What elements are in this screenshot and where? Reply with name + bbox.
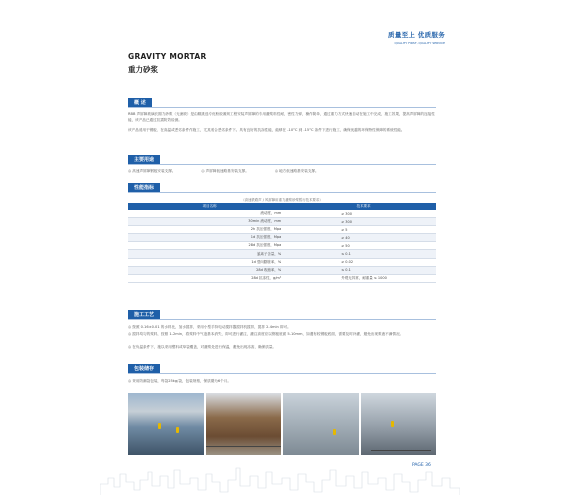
spec-value: ≥ 300 (291, 210, 436, 218)
section-construction-header (128, 310, 436, 320)
spec-name: 氯离子含量，% (128, 250, 291, 258)
table-header-row (128, 203, 436, 210)
section-uses-header (128, 155, 436, 165)
spec-value: 外观无异常，耐重量 ≤ 1000 (291, 274, 436, 282)
spec-name: 28d 抗压强度，Mpa (128, 242, 291, 250)
use-item: ◎ 声屏障低速路基安装支撑。 (201, 169, 249, 173)
rail-line (206, 446, 282, 447)
spec-name: 流动度，mm (128, 210, 291, 218)
spec-name: 1d 抗压强度，Mpa (128, 234, 291, 242)
table-row (128, 274, 436, 282)
table-row (128, 258, 436, 266)
construction-photo (361, 393, 437, 455)
spec-value: ≥ 300 (291, 218, 436, 226)
spec-value: ≥ 0.02 (291, 258, 436, 266)
construction-step: ◎ 搅拌均匀的浆料，按照 1-2min，将浆料中气泡基本消失，即可进行灌注，灌注高度应以钢板底面 5-10mm，如遇有较钢板底面，需要及时补灌，避免出现浆液不满情况。 (128, 332, 404, 336)
spec-table-caption: 《高速铁路声 / 风屏障用重力灌浆砂浆暂行技术要求》 (241, 198, 323, 202)
construction-step: ◎ 按照 0.16±0.01 的水料比，加水搅拌，采用小型手持电动搅拌器搅拌机搅拌，搅拌 2-4min 即可。 (128, 325, 291, 329)
section-overview-header (128, 98, 436, 108)
page-title-cn: 重力砂浆 (128, 65, 158, 74)
uses-list (128, 169, 436, 174)
skyline-decoration (100, 462, 460, 495)
table-row (128, 266, 436, 274)
divider (128, 164, 436, 165)
worker-figure (176, 427, 179, 433)
construction-photo (206, 393, 282, 455)
spec-name: 28d 抗冻性，g/m² (128, 274, 291, 282)
table-row (128, 218, 436, 226)
use-item: ◎ 地方低速路基安装支撑。 (274, 169, 319, 173)
spec-name: 1d 竖向膨胀率，% (128, 258, 291, 266)
section-spec-header (128, 183, 436, 193)
column-header-name: 项目名称 (128, 203, 291, 210)
spec-name: 28d 收缩率，% (128, 266, 291, 274)
section-construction-title: 施工工艺 (128, 310, 160, 320)
construction-photo (283, 393, 359, 455)
column-header-requirement: 技术要求 (291, 203, 436, 210)
spec-value: ≥ 40 (291, 234, 436, 242)
tagline-cn: 质量至上 优质服务 (388, 31, 445, 39)
divider (128, 107, 436, 108)
spec-value: ≥ 5 (291, 226, 436, 234)
overview-paragraph-1: RBB 声屏障玻璃长期力砂浆（无流坡）是由精挑选专优粉胶凝剂工程安装声屏障的专用灌浆料性耐，密性力弹，操作简单，通过重力方式快速自动在施工中完成，施工效果，提高声屏障的连接性能，该产品已通过抗震防效检测。 (128, 112, 435, 123)
divider (128, 192, 436, 193)
section-packing-header (128, 364, 436, 374)
worker-figure (158, 423, 161, 429)
construction-step: ◎ 在负温条件下，施以采用塑料或草袋覆盖，对灌浆处进行保温，避免出现冻害，确保质量。 (128, 345, 277, 349)
section-overview-title: 概 述 (128, 98, 152, 108)
section-packing-title: 包装储存 (128, 364, 160, 374)
divider (128, 319, 436, 320)
spec-name: 2h 抗压强度，Mpa (128, 226, 291, 234)
overview-paragraph-2: 该产品适用于钢板、在高温或恶劣条件作施工，尤其适合恶劣条件下。具有良好的抗冻性能，能够在 -10°C 到 -15°C 条件下进行施工，确保优越的环保特性保障的系统性能。 (128, 128, 405, 132)
construction-photo (128, 393, 204, 455)
table-row (128, 234, 436, 242)
page-title-en: GRAVITY MORTAR (128, 52, 207, 61)
divider (128, 373, 436, 374)
spec-table (128, 203, 436, 283)
worker-figure (333, 429, 336, 435)
spec-value: ≤ 0.1 (291, 266, 436, 274)
worker-figure (391, 421, 394, 427)
tagline-en: QUALITY FIRST, QUALITY SERVICE (394, 41, 445, 45)
page-number: PAGE 36 (412, 463, 431, 468)
photo-strip (128, 393, 436, 455)
table-row (128, 242, 436, 250)
table-row (128, 250, 436, 258)
table-row (128, 226, 436, 234)
tagline (375, 30, 445, 45)
section-spec-title: 性能指标 (128, 183, 160, 193)
table-row (128, 210, 436, 218)
spec-name: 30min 流动度，mm (128, 218, 291, 226)
spec-value: ≤ 0.1 (291, 250, 436, 258)
spec-value: ≥ 50 (291, 242, 436, 250)
packing-text: ◎ 采用防潮袋包装，每袋25kg/袋，包装规格，保质期为6个月。 (128, 379, 231, 383)
use-item: ◎ 高速声屏障钢板安装支撑。 (128, 169, 176, 173)
section-uses-title: 主要用途 (128, 155, 160, 165)
rail-line (371, 450, 431, 451)
